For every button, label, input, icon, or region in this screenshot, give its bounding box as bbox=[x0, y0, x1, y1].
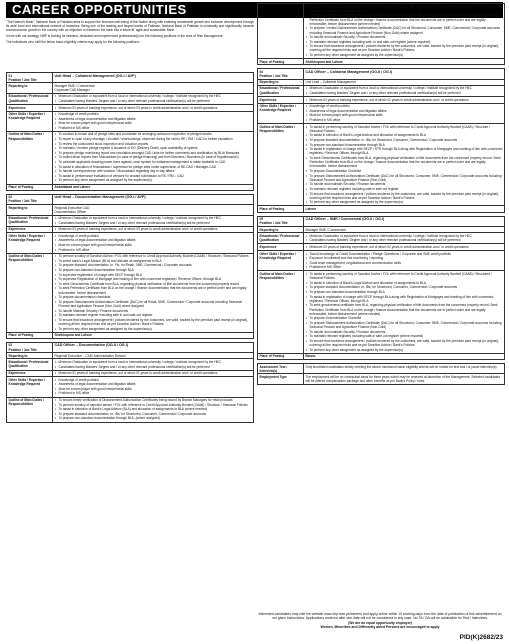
bullet-list bbox=[306, 98, 503, 102]
assessment-test-label: Assessment Test / Interview(s) bbox=[258, 364, 304, 374]
experience-row bbox=[258, 244, 505, 251]
place-value: Lahore bbox=[304, 206, 505, 212]
apply-instructions: Interested candidates may visit the website www.nbp.com.pk/careers and apply online within 10 working days from the date of publication of this advertisement on our given instructions. Applications received after due date will not be considered in any case. No TA / DA will be admissible for Test / Interviews. bbox=[258, 612, 502, 621]
qualification-row bbox=[258, 233, 505, 244]
bullet-item: • To assist in registration of charge with SECP / STR through BLA along with Registration of Mortgages and marking of lien with concerned registrars / Revenue Offices, through BLA bbox=[306, 147, 503, 155]
position-label bbox=[7, 342, 53, 352]
bullet-item: • To review the outsourced stock inspection and valuation reports bbox=[55, 142, 252, 146]
bullet-list bbox=[306, 245, 503, 249]
experience-value bbox=[304, 97, 505, 104]
place-row bbox=[7, 332, 254, 338]
bullet-item: • To perform scrutiny of Sanction Advice / FOL with reference to Credit Approval Authority Booklet (CAAB) / Structure / Seasonal Policies bbox=[55, 254, 252, 258]
job-title: CAD Officer – Documentation (OG-II / OG-I) bbox=[53, 342, 254, 352]
skills-row bbox=[258, 251, 505, 271]
bullet-item: • To prepare standard documentation i.e. FIs, for Retail, SME, Commercial / Corporate accounts bbox=[55, 263, 252, 267]
bullet-item: • To ensure timely verification of Disbursement Authorization Certificates being issued by Branch Managers for retail products bbox=[55, 398, 252, 402]
duties-value bbox=[53, 397, 254, 422]
job-table bbox=[6, 72, 254, 191]
assessment-test-row bbox=[258, 364, 505, 374]
skills-row bbox=[7, 111, 254, 131]
bullet-item: • Knowledge of credit portfolio bbox=[55, 378, 252, 382]
employment-type-row bbox=[258, 374, 505, 384]
bullet-item: • To assist in selection of Bank's Legal Advisor (BLA) and allocation of assignments to BLA (where needed) bbox=[55, 407, 252, 411]
bullet-item: • To ensure that insurance arrangement / policies tendered by the customers, are valid, backed by the premium paid receipt (in original), covering all the required risks and as per Sanction Advice / Bank's Policies bbox=[306, 192, 503, 200]
bullet-item: • Candidates having Masters' Degree and / or any other relevant professional certification(s) will be preferred bbox=[306, 91, 503, 95]
bullet-list bbox=[55, 371, 252, 375]
duties-row bbox=[7, 397, 254, 422]
skills-label: Other Skills / Expertise / Knowledge Required bbox=[258, 103, 304, 123]
bullet-item: • To prepare Disbursement Authorization Certificate (DAC) for all Retail, SME, Commercial / Corporate accounts including Seasonal Finance and Agriculture Finance (Non-Gold) where assigned bbox=[55, 300, 252, 308]
reporting-value: Manager SME / Commercial Corporate CAD Manager bbox=[53, 83, 254, 93]
employment-type-label: Employment Type bbox=[258, 374, 304, 384]
place-label: Place of Posting bbox=[258, 353, 304, 359]
reporting-label: Reporting to bbox=[258, 227, 304, 233]
bullet-item: • To prepare Disbursement Authorization Certificate (DAC) for all Structured, Consumer, SME, Commercial / Corporate accounts including Seasonal Finance and Agriculture Finance (Non-Gold) bbox=[306, 321, 503, 329]
assessment-test-value: Only shortlisted candidates strictly meeting the above-mentioned basic eligibility criteria will be invited for test and / or panel interview(s). bbox=[304, 364, 505, 374]
bullet-item: • To prepare non-standard documentation through BLA, (where assigned) bbox=[55, 416, 252, 420]
qualification-label: Educational / Professional Qualification bbox=[7, 215, 53, 226]
reporting-row bbox=[7, 83, 254, 93]
place-row bbox=[258, 353, 505, 359]
job-number: 01 bbox=[8, 73, 13, 78]
bullet-list bbox=[55, 234, 252, 252]
job-number: 04 bbox=[259, 69, 264, 74]
bullet-item: • Sound knowledge of Credit Documentation / Pledge Operations / Corporate and SME credit portfolio bbox=[306, 252, 503, 256]
place-value: Bannu bbox=[304, 353, 505, 359]
bullet-list bbox=[55, 254, 252, 331]
skills-value bbox=[53, 377, 254, 397]
bullet-item: • Exposure to collateral and risk monitoring / reporting bbox=[306, 256, 503, 260]
experience-label: Experience bbox=[258, 244, 304, 251]
bullet-list bbox=[55, 216, 252, 225]
bullet-item: • To handle and maintain Security / Finance documents bbox=[306, 330, 503, 334]
bullet-list bbox=[55, 378, 252, 396]
experience-value bbox=[304, 244, 505, 251]
job-number: 05 bbox=[259, 217, 264, 222]
position-label bbox=[7, 194, 53, 204]
bullet-item: • To prepare non-standard documentation through BLA bbox=[306, 143, 503, 147]
position-label-text: Position / Job Title bbox=[8, 77, 37, 82]
experience-label: Experience bbox=[7, 226, 53, 233]
bullet-item: • To prepare documentation checklists bbox=[55, 295, 252, 299]
skills-value bbox=[53, 111, 254, 131]
bullet-item: • To prepare / review Disbursement Authorization Certificate (DAC) for all Structured, Consumer, SME, Commercial / Corporate accounts including Seasonal Finance and Agriculture Finance (Non-Gold) where assigned bbox=[306, 26, 503, 34]
duties-row bbox=[7, 253, 254, 332]
skills-label: Other Skills / Expertise / Knowledge Required bbox=[258, 251, 304, 271]
bullet-list bbox=[306, 252, 503, 270]
skills-value bbox=[304, 103, 505, 123]
reporting-value: Unit Lead – Collateral Management bbox=[304, 79, 505, 85]
bullet-item: • Proficient in MS office bbox=[55, 391, 252, 395]
bullet-item: • To maintain / monitor pledge register & issuance of DO (Delivery Order) upon availability of system bbox=[55, 146, 252, 150]
bullet-item: • Minimum 03 years of banking experience, out of which 03 years in credit administration and / or credit operations bbox=[55, 106, 252, 110]
continued-duties-label bbox=[258, 4, 304, 59]
place-label: Place of Posting bbox=[7, 332, 53, 338]
reporting-row bbox=[7, 205, 254, 215]
position-row bbox=[7, 73, 254, 83]
job-title: Unit Head – Documentation Management (OG-I / AVP) bbox=[53, 194, 254, 204]
footer bbox=[257, 612, 503, 630]
duties-label: Outline of Main Duties / Responsibilities bbox=[7, 253, 53, 332]
bullet-item: • Awareness of legal documentation and litigation affairs bbox=[306, 109, 503, 113]
bullet-item: • Proficient in MS office bbox=[55, 126, 252, 130]
equal-opportunity-note: (We are an equal opportunity employer) bbox=[348, 620, 412, 625]
qualification-row bbox=[7, 215, 254, 226]
bullet-item: • Awareness of legal documentation and litigation affairs bbox=[55, 382, 252, 386]
qualification-value bbox=[304, 233, 505, 244]
qualification-label: Educational / Professional Qualification bbox=[258, 85, 304, 96]
place-label: Place of Posting bbox=[258, 206, 304, 212]
bullet-item: • To maintain relevant register including safe in and safe-out register bbox=[55, 313, 252, 317]
bullet-list bbox=[306, 234, 503, 243]
qualification-row bbox=[7, 359, 254, 370]
experience-value bbox=[53, 226, 254, 233]
position-label-text: Position / Job Title bbox=[259, 221, 288, 226]
bullet-item: • To prepare standard documentation i.e. IBs, for Structured, Consumer, Commercial / Corporate accounts bbox=[306, 285, 503, 289]
continued-duties-value bbox=[304, 4, 505, 59]
reporting-label: Reporting to bbox=[258, 79, 304, 85]
bullet-list bbox=[55, 360, 252, 369]
bullet-list bbox=[55, 132, 252, 182]
left-column bbox=[6, 72, 254, 426]
skills-row bbox=[258, 103, 505, 123]
position-row bbox=[258, 216, 505, 226]
bullet-item: • Must be a team player with good interpersonal skills bbox=[55, 387, 252, 391]
bullet-list bbox=[55, 106, 252, 110]
bullet-item: • Knowledge of credit portfolio bbox=[55, 112, 252, 116]
duties-value bbox=[53, 131, 254, 184]
bullet-item: • To perform any other assignment as assigned by the supervisor(s) bbox=[55, 178, 252, 182]
qualification-value bbox=[53, 359, 254, 370]
intro-paragraph: In line with our strategy, NBP is looking for talented, dedicated and experienced professional(s) for the following positions in the area of Risk Management. bbox=[6, 34, 224, 39]
bullet-item: • Must be a team player with good interpersonal skills bbox=[55, 121, 252, 125]
bullet-item: • Minimum 03 years of banking experience, out of which 03 years in credit administration and / or credit operations bbox=[55, 227, 252, 231]
bullet-list bbox=[306, 272, 503, 352]
place-label: Place of Posting bbox=[258, 59, 304, 65]
position-label-text: Position / Job Title bbox=[8, 347, 37, 352]
position-label bbox=[7, 73, 53, 83]
terms-table bbox=[257, 363, 505, 385]
bullet-item: • Minimum 02 years of banking experience, out of which 02 years in credit administration and / or credit operations bbox=[306, 245, 503, 249]
experience-row bbox=[7, 370, 254, 377]
bullet-item: • To perform any other assignment as assigned by the supervisor(s) bbox=[306, 53, 503, 57]
bullet-item: • Candidates having Masters' Degree and / or any other relevant professional certification(s) will be preferred bbox=[306, 238, 503, 242]
bullet-item: • Minimum Graduation or equivalent from a local or international university / college / institute recognized by the HEC bbox=[55, 216, 252, 220]
duties-row bbox=[7, 131, 254, 184]
bullet-item: • To supervise Registration of Mortgage and making of lien with concerned registrars / Revenue Offices, through BLA bbox=[55, 277, 252, 281]
job-title: Unit Head – Collateral Management (OG-I / AVP) bbox=[53, 73, 254, 83]
experience-row bbox=[258, 97, 505, 104]
employment-type-value: The employment will be on contractual basis for three years which may be renewed at discretion of the Management. Selected candidates will be offered compensation package and other benefits as per Bank's Policy / rules. bbox=[304, 374, 505, 384]
duties-value bbox=[53, 253, 254, 332]
duties-label: Outline of Main Duties / Responsibilities bbox=[258, 271, 304, 353]
skills-label: Other Skills / Expertise / Knowledge Required bbox=[7, 377, 53, 397]
spacer bbox=[6, 423, 254, 426]
experience-value bbox=[53, 370, 254, 377]
bullet-item: • To handle correspondence with vendors / Muccaddam regarding day to day affairs bbox=[55, 169, 252, 173]
reporting-value: Manager SME / Commercial bbox=[304, 227, 505, 233]
bullet-item: • To prepare Documentation Checklist bbox=[306, 169, 503, 173]
duties-label: Outline of Main Duties / Responsibilities bbox=[258, 124, 304, 206]
qualification-label: Educational / Professional Qualification bbox=[7, 93, 53, 104]
right-column bbox=[257, 3, 505, 385]
bullet-item: • Minimum 01 years of banking experience, out of which 01 years in credit administration and / or credit operations bbox=[55, 371, 252, 375]
bullet-item: • To assist in performing scrutiny of Sanction Advice / FOL with reference to Credit Approval Authority Booklet (CAAB) / Structure / Seasonal Policies bbox=[306, 125, 503, 133]
experience-label: Experience bbox=[7, 370, 53, 377]
bullet-item: • To seek Perfection Certificate from BLA on the charge / finance documentation that the documents are in perfect order and are legally enforceable, before disbursement bbox=[55, 286, 252, 294]
duties-label: Outline of Main Duties / Responsibilities bbox=[7, 131, 53, 184]
experience-label: Experience bbox=[7, 105, 53, 112]
bullet-item: • To select bank's Legal Advisor (BLA) and allocate all assignments to BLA bbox=[55, 259, 252, 263]
bullet-item: • To prepare non-standard documentation through BLA bbox=[306, 290, 503, 294]
bullet-item: • Proficient in MS office bbox=[306, 118, 503, 122]
bullet-list bbox=[55, 94, 252, 103]
bullet-item: • To assist in selection of Bank's Legal Advisor and allocation of assignments to BLA bbox=[306, 133, 503, 137]
duties-value bbox=[304, 271, 505, 353]
bullet-item: • Knowledge of credit portfolio bbox=[306, 104, 503, 108]
bullet-item: • To assist in performance evaluation of vendors for onward submission to RE / RM – CAD bbox=[55, 174, 252, 178]
intro-text bbox=[6, 20, 254, 46]
bullet-item: • Candidates having Masters' Degree and / or any other relevant professional certification(s) will be preferred bbox=[55, 99, 252, 103]
place-value: Sheikhupura and Lahore bbox=[53, 332, 254, 338]
experience-value bbox=[53, 105, 254, 112]
reporting-label: Reporting to bbox=[7, 353, 53, 359]
duties-row bbox=[258, 271, 505, 353]
job-table bbox=[6, 194, 254, 339]
skills-label: Other Skills / Expertise / Knowledge Required bbox=[7, 111, 53, 131]
experience-row bbox=[7, 226, 254, 233]
bullet-item: • To prepare standard documentation i.e. IBs, for Structured, Consumer, Commercial / Corporate accounts bbox=[306, 138, 503, 142]
bullet-item: • To prepare standard documentation i.e. IBs, for Structured, Consumer, Commercial / Corporate accounts bbox=[55, 412, 252, 416]
experience-row bbox=[7, 105, 254, 112]
bullet-item: • Minimum Graduation or equivalent from a local or international university / college / institute recognized by the HEC bbox=[55, 360, 252, 364]
bullet-item: • To calculate applicable drawing power there against, once system for collateral management is made available in CAD bbox=[55, 160, 252, 164]
qualification-value bbox=[53, 215, 254, 226]
bullet-item: • To assist in allocation of Muccaddam / supervisor for pledge sites under supervision of RE-CAD / Manager-CAD bbox=[55, 165, 252, 169]
bullet-item: • Minimum Graduation or equivalent from a local or international university / college / institute recognized by the HEC bbox=[306, 86, 503, 90]
bullet-item: • To supervise registration of charge with SECP through BLA bbox=[55, 273, 252, 277]
bullet-item: • To maintain relevant registers including safe- in and safe-out register (where required) bbox=[306, 40, 503, 44]
qualification-label: Educational / Professional Qualification bbox=[7, 359, 53, 370]
position-label bbox=[258, 216, 304, 226]
bullet-item: • Proficient in MS office bbox=[55, 248, 252, 252]
bullet-item: • Knowledge of credit portfolio bbox=[55, 234, 252, 238]
skills-row bbox=[7, 377, 254, 397]
place-value: Sheikhupura and Lahore bbox=[304, 59, 505, 65]
qualification-value bbox=[53, 93, 254, 104]
bullet-list bbox=[306, 86, 503, 95]
job-table bbox=[257, 68, 505, 212]
bullet-item: • To assist in registration of charge with SECP / STR through BLA along with Registration of Mortgages and marking of lien with concerned registrars / Revenue Offices, through BLA bbox=[306, 5, 503, 13]
publication-id: PID(K)2682/23 bbox=[459, 634, 503, 641]
job-number: 02 bbox=[8, 195, 13, 200]
bullet-item: • To maintain relevant registers including safe in safe out register bbox=[306, 187, 503, 191]
bullet-list bbox=[55, 112, 252, 130]
place-row bbox=[258, 206, 505, 212]
reporting-label: Reporting to bbox=[7, 205, 53, 215]
bullet-item: • To ensure that insurance arrangement / policies tendered by the customers, are valid, backed by the premium paid receipt (in original), covering all the required risks and as per Sanction Advice / Bank's Policies bbox=[55, 318, 252, 326]
bullet-item: • To assist in selection of Bank's Legal Advisor and allocation of assignments to BLA bbox=[306, 281, 503, 285]
duties-value bbox=[304, 124, 505, 206]
page-title: CAREER OPPORTUNITIES bbox=[6, 2, 503, 18]
reporting-value: Regional Executive – CAD/ Administration Division bbox=[53, 353, 254, 359]
bullet-list bbox=[306, 5, 503, 58]
job-title: CAD Officer – Collateral Management (OG-II / OG-I) bbox=[304, 69, 505, 79]
reporting-label: Reporting to bbox=[7, 83, 53, 93]
qualification-value bbox=[304, 85, 505, 96]
qualification-row bbox=[258, 85, 505, 96]
skills-value bbox=[53, 233, 254, 253]
bullet-item: • Minimum 02 years of banking experience, out of which 02 years in credit administration and / or credit operations bbox=[306, 98, 503, 102]
bullet-list bbox=[55, 398, 252, 421]
position-label bbox=[258, 69, 304, 79]
bullet-item: • To perform scrutiny of sanction advice / FOL with reference to Credit Approval Authority Booklet (CAAB) / Structure / Seasonal Policies bbox=[55, 403, 252, 407]
bullet-item: • To seek Genuineness Certificate from BLA, regarding physical verification of title documents from the concerned property record. Seek Perfection Certificate from BLA on the charge / finance documentation that the documents are in perfect order and are legally enforceable, before disbursement (where needed) bbox=[306, 13, 503, 26]
bullet-item: • To prepare Disbursement Authorization Certificate (DAC) for all Structured, Consumer, SME, Commercial / Corporate accounts including Seasonal Finance and Agriculture Finance (Non-Gold) bbox=[306, 174, 503, 182]
bullet-item: • To conduct in-house visit of pledge sites and coordinate for arranging outsource inspection of pledged stocks bbox=[55, 132, 252, 136]
job-title: CAD Officer – SME / Commercial (OG-II / OG-I) bbox=[304, 216, 505, 226]
bullet-item: • To handle and maintain Security / Finance documents bbox=[306, 182, 503, 186]
bullet-item: • To perform any other assignment as assigned by the supervisor(s) bbox=[306, 200, 503, 204]
qualification-row bbox=[7, 93, 254, 104]
bullet-item: • Good team management, negotiational and communication skills bbox=[306, 261, 503, 265]
skills-row bbox=[7, 233, 254, 253]
duties-row bbox=[258, 124, 505, 206]
skills-value bbox=[304, 251, 505, 271]
intro-paragraph: "The Nation's Bank", National Bank of Pakistan aims to support the financial well-being of the Nation along with enabling sustainable growth and inclusive development through its wide local and international network of branches. Being one of the leading and largest banks of Pakistan, National Bank of Pakistan is constantly and significantly towards socioeconomic growth in the country with an objective to transform the bank into a future fit, agile and sustainable Bank. bbox=[6, 20, 254, 33]
reporting-value: Regional Executive CAD Documentation Officer bbox=[53, 205, 254, 215]
bullet-item: • Must be a team player with good interpersonal skills bbox=[306, 113, 503, 117]
job-table bbox=[6, 342, 254, 423]
bullet-item: • Minimum Graduation or equivalent from a local or international university / college / institute recognized by the HEC bbox=[306, 234, 503, 238]
bullet-item: • To assist in performing scrutiny of Sanction Advice / FOL with reference to Credit Approval Authority Booklet (CAAB) / Structured / Seasonal Policies bbox=[306, 272, 503, 280]
bullet-item: • To seek Genuineness Certificates from BLA, regarding physical verification of title documents from the concerned property record. Seek Perfection Certificate from BLA on the charge / finance documentation that the documents are in perfect order and are legally enforceable, before disbursement bbox=[306, 156, 503, 169]
place-row bbox=[7, 184, 254, 190]
bullet-item: • To collect stock reports from Muccaddam (in case of pledge financing) and from Business / Branches (in case of Hypothecation) bbox=[55, 155, 252, 159]
qualification-label: Educational / Professional Qualification bbox=[258, 233, 304, 244]
bullet-item: • To prepare non-standard documentation through BLA bbox=[55, 268, 252, 272]
bullet-item: • To perform any other assignment as assigned by the supervisor(s) bbox=[55, 327, 252, 331]
bullet-item: • To maintain relevant registers including safe-in safe-out register (where required) bbox=[306, 334, 503, 338]
bullet-list bbox=[306, 125, 503, 205]
intro-paragraph: The individuals who fulfil the below basic eligibility criteria may apply for the following positions: bbox=[6, 39, 140, 44]
bullet-item: • Awareness of legal documentation and litigation affairs bbox=[55, 238, 252, 242]
position-label-text: Position / Job Title bbox=[8, 199, 37, 204]
position-row bbox=[7, 342, 254, 352]
bullet-item: • To handle and maintain Security / Finance documents bbox=[306, 35, 503, 39]
duties-label: Outline of Main Duties / Responsibilities bbox=[7, 397, 53, 422]
bullet-item: • Awareness of legal documentation and litigation affairs bbox=[55, 117, 252, 121]
bullet-item: • To seek Genuineness Certificate from BLA, regarding physical verification of title documents from the concerned property record bbox=[55, 282, 252, 286]
job-table bbox=[257, 216, 505, 360]
bullet-list bbox=[55, 227, 252, 231]
bullet-item: • To seek genuineness certificate from BLA, regarding physical verification of title documents from the concerned property record. Seek Perfection Certificate from BLA on the charge / finance documentation that the documents are in perfect order and are legally enforceable, before disbursement (where needed) bbox=[306, 303, 503, 316]
job-number: 03 bbox=[8, 343, 13, 348]
bullet-item: • Minimum Graduation or equivalent from a local or international university / college / institute recognized by the HEC bbox=[55, 94, 252, 98]
bullet-item: • To assist in registration of charge with SECP through BLA along with Registration of Mortgages and marking of lien with concerned registrars / Revenue Offices, through BLA bbox=[306, 295, 503, 303]
place-row bbox=[258, 59, 505, 65]
bullet-item: • To ensure that insurance arrangement / policies tendered by the customers, are valid, backed by the premium paid receipt (in original), covering all the required risks and as per Sanction Advice / Bank's Policies bbox=[306, 339, 503, 347]
position-row bbox=[258, 69, 505, 79]
bullet-item: • To report in case of any shortage / shortfall / shortcomings, observed during the visit to RE / RM / CAD for further escalation bbox=[55, 137, 252, 141]
bullet-item: • Proficient in MS Office bbox=[306, 265, 503, 269]
bullet-item: • To ensure that insurance arrangement / policies tendered by the customers, are valid, backed by the premium paid receipt (in original), covering all the required risks and as per Sanction Advice / Bank's Policies bbox=[306, 44, 503, 52]
women-encouraged-note: Women, Minorities and Differently abled Persons are encouraged to apply bbox=[320, 625, 440, 630]
position-row bbox=[7, 194, 254, 204]
continued-duties-row bbox=[258, 4, 505, 59]
place-value: Abbottabad and Lahore bbox=[53, 184, 254, 190]
bullet-item: • Must be a team player with good interpersonal skills bbox=[55, 243, 252, 247]
continued-duties-table bbox=[257, 3, 505, 65]
position-label-text: Position / Job Title bbox=[259, 74, 288, 79]
experience-label: Experience bbox=[258, 97, 304, 104]
bullet-list bbox=[306, 104, 503, 122]
bullet-item: • Candidates having Masters' Degree and / or any other relevant professional certification(s) will be preferred bbox=[55, 221, 252, 225]
bullet-item: • Candidates having Masters' Degree and / or any other relevant professional certification(s) will be preferred bbox=[55, 365, 252, 369]
skills-label: Other Skills / Expertise / Knowledge Required bbox=[7, 233, 53, 253]
bullet-item: • To prepare pledge monitoring report and circulation amongst CAD Units for further comments and clarification by BLA/ Branches bbox=[55, 151, 252, 155]
bullet-item: • To handle Maintain Security / Finance documents bbox=[55, 309, 252, 313]
bullet-item: • To perform any other assignment as assigned by the supervisor(s) bbox=[306, 348, 503, 352]
place-label: Place of Posting bbox=[7, 184, 53, 190]
bullet-item: • To prepare Documentation Checklist bbox=[306, 316, 503, 320]
